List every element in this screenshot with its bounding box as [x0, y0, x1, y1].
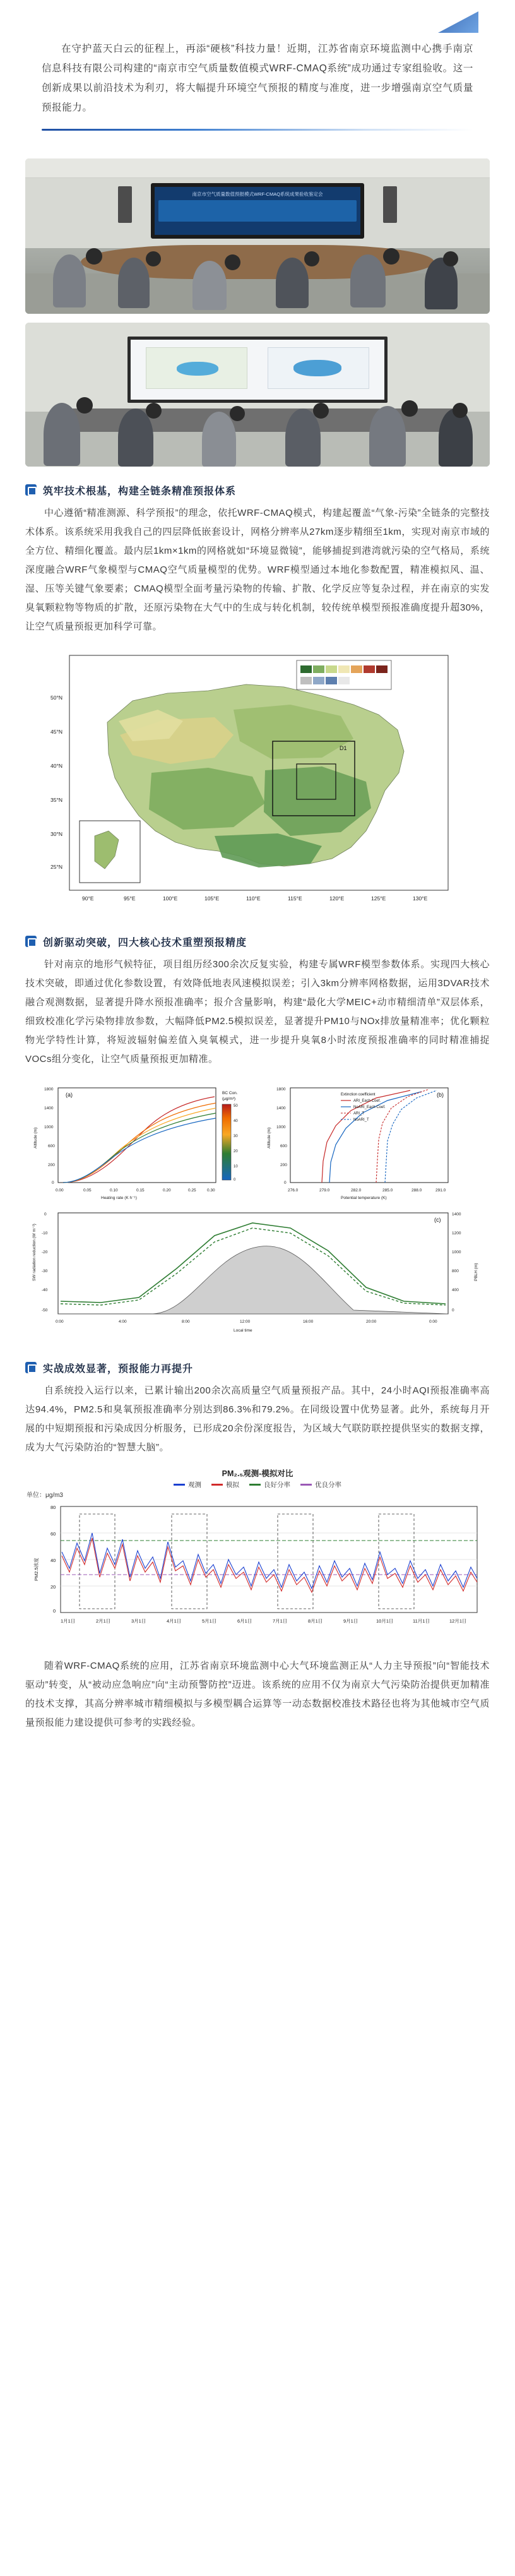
svg-text:0:00: 0:00 [429, 1319, 437, 1324]
photo2-map-right [268, 347, 369, 389]
svg-text:8月1日: 8月1日 [308, 1618, 323, 1624]
svg-text:90°E: 90°E [82, 895, 94, 902]
legend-item-simulated [211, 1480, 239, 1489]
svg-text:1400: 1400 [276, 1106, 286, 1111]
divider-rule [42, 129, 473, 131]
svg-text:PM2.5浓度: PM2.5浓度 [33, 1557, 39, 1581]
svg-text:1000: 1000 [276, 1124, 286, 1130]
photo1-attendee [350, 254, 386, 307]
svg-text:10月1日: 10月1日 [376, 1618, 394, 1624]
svg-text:95°E: 95°E [124, 895, 136, 902]
panel-b [267, 1087, 448, 1200]
svg-text:600: 600 [280, 1143, 287, 1148]
svg-text:291.0: 291.0 [435, 1188, 446, 1193]
svg-text:200: 200 [280, 1162, 287, 1167]
svg-text:1800: 1800 [276, 1087, 286, 1092]
svg-text:7月1日: 7月1日 [273, 1618, 288, 1624]
legend-item-excellent-rate [300, 1480, 341, 1489]
svg-text:25°N: 25°N [50, 863, 62, 870]
photo2-display-screen [127, 337, 388, 403]
svg-text:276.0: 276.0 [288, 1188, 299, 1193]
svg-text:Potential temperature (K): Potential temperature (K) [341, 1195, 387, 1200]
svg-text:Extinction coefficient: Extinction coefficient [341, 1092, 376, 1097]
svg-text:1400: 1400 [44, 1106, 54, 1111]
photo1-speaker-right [383, 186, 397, 223]
section-marker-icon [25, 484, 37, 496]
legend-item-observed [174, 1480, 201, 1489]
svg-text:400: 400 [452, 1287, 459, 1292]
svg-text:ARI_T: ARI_T [353, 1111, 365, 1116]
svg-text:0: 0 [284, 1180, 287, 1185]
svg-text:(c): (c) [434, 1216, 441, 1223]
china-map-canvas [25, 647, 490, 918]
section-marker-icon [25, 936, 37, 947]
svg-text:1200: 1200 [452, 1231, 461, 1236]
svg-text:800: 800 [452, 1268, 459, 1273]
photo1-attendee-head [86, 248, 102, 265]
section-header-2 [25, 934, 490, 949]
svg-text:-20: -20 [42, 1249, 48, 1255]
svg-text:40°N: 40°N [50, 762, 62, 769]
photo2-attendee-head [76, 397, 93, 414]
svg-text:20: 20 [234, 1149, 238, 1154]
photo2-attendee [369, 406, 406, 467]
section-title-2: 创新驱动突破，四大核心技术重塑预报精度 [43, 937, 247, 948]
svg-text:0.05: 0.05 [83, 1188, 92, 1193]
svg-text:279.0: 279.0 [319, 1188, 330, 1193]
legend-swatch-good-rate [249, 1484, 261, 1486]
svg-text:1000: 1000 [452, 1249, 461, 1255]
svg-text:40: 40 [234, 1119, 238, 1123]
svg-text:200: 200 [48, 1162, 55, 1167]
svg-text:0: 0 [52, 1180, 54, 1185]
timeseries-title: PM₂.₅观测-模拟对比 [222, 1469, 293, 1478]
meeting-photo-2 [25, 323, 490, 467]
svg-text:0: 0 [234, 1178, 236, 1182]
figure-china-domain-map [25, 647, 490, 918]
photo1-attendee [118, 258, 150, 308]
svg-text:0.10: 0.10 [110, 1188, 118, 1193]
svg-text:-30: -30 [42, 1268, 48, 1273]
photo1-attendee [276, 258, 309, 308]
closing-paragraph: 随着WRF-CMAQ系统的应用，江苏省南京环境监测中心大气环境监测正从“人力主导预报”向“智能技术驱动”转变，从“被动应急响应”向“主动预警防控”迈进。该系统的应用不仅为南京大气污染防治提供更加精准的技术支撑，其高分辨率城市精细模拟与多模型耦合运算等一动态数据校准技术路径也将为其他城市空气质量预报能力建设提供可参考的实践经验。 [25, 1660, 490, 1728]
photo2-attendee [118, 408, 153, 466]
svg-text:PBLH (m): PBLH (m) [474, 1262, 478, 1281]
svg-text:4:00: 4:00 [119, 1319, 127, 1324]
panel-a [33, 1087, 238, 1200]
timeseries-legend [25, 1480, 490, 1489]
photo2-map-left [146, 347, 247, 389]
svg-text:0.25: 0.25 [188, 1188, 196, 1193]
photo-gallery [25, 158, 490, 467]
legend-label-good-rate: 良好分率 [264, 1481, 290, 1489]
photo1-projection-screen: 南京市空气质量数值预报模式WRF-CMAQ系统成果验收鉴定会 [151, 183, 365, 239]
svg-text:Heating rate (K h⁻¹): Heating rate (K h⁻¹) [101, 1195, 137, 1200]
svg-text:0.30: 0.30 [207, 1188, 215, 1193]
svg-text:45°N: 45°N [50, 728, 62, 735]
section-body-1: 中心遵循“精准测源、科学预报”的理念，依托WRF-CMAQ模式，构建起覆盖“气象-污染”全链条的完整技术体系。该系统采用我我自己的四层降低嵌套设计，网格分辨率从27km逐步精细至1km，实现对南京市域的全方位、精细化覆盖。最内层1km×1km的网格就如“环境显微镜”，能够捕捉到港湾就污染的空气格局，系统深度融合WRF气象模型与CMAQ空气质量模型的优势。WRF模型通过本地化参数配置，精准模拟风、温、湿、压等关键气象要素；CMAQ模型全面考量污染物的传输、扩散、化学反应等复杂过程，并在南京的实发臭氧颗粒物等物质的扩散，还原污染物在大气中的生成与转化机制，较传统单模型预报准确度提升超30%，让空气质量预报更加科学可靠。 [25, 507, 490, 632]
section-body-2: 针对南京的地形气候特征，项目组历经300余次反复实验，构建专属WRF模型参数体系。实现四大核心技术突破，即通过优化参数设置，有效降低地表风速模拟误差；引入3km分辨率网格数据，运用3DVAR技术融合观测数据，显著提升降水预报准确率；报介含量影响，构建“最化大学MEIC+动市精细清单”双层体系，细致校准化学污染物排放参数，大幅降低PM2.5模拟误差，显著提升PM10与NOx排放量精准率；优化颗粒物光学特性计算，将短波辐射偏差值入臭氧模式，进一步提升臭氧8小时浓度预报准确率的同时精准捕捉VOCs组分变化，让空气质量预报更加精准。 [25, 958, 490, 1064]
legend-label-observed: 观测 [188, 1481, 201, 1489]
svg-text:Altitude (m): Altitude (m) [267, 1127, 271, 1148]
svg-text:-10: -10 [42, 1231, 48, 1236]
svg-text:6月1日: 6月1日 [237, 1618, 252, 1624]
panels-svg [25, 1079, 490, 1344]
svg-text:Local time: Local time [234, 1328, 252, 1333]
svg-text:0: 0 [452, 1308, 454, 1313]
panel-a-colorbar [222, 1091, 238, 1182]
svg-text:1400: 1400 [452, 1212, 461, 1217]
figure-pm25-timeseries [25, 1467, 490, 1644]
photo2-attendee-head [230, 406, 245, 421]
svg-text:125°E: 125°E [371, 895, 386, 902]
legend-swatch-simulated [211, 1484, 223, 1486]
map-legend [297, 660, 391, 689]
svg-text:20: 20 [50, 1583, 56, 1590]
decorative-corner [438, 11, 478, 33]
svg-text:130°E: 130°E [413, 895, 428, 902]
photo1-ceiling [25, 158, 490, 179]
svg-text:80: 80 [50, 1504, 56, 1510]
photo2-plume-blob [293, 360, 341, 376]
section-body-3: 自系统投入运行以来，已累计输出200余次高质量空气质量预报产品。其中，24小时AQI预报准确率高达94.4%，PM2.5和臭氧预报准确率分别达到86.3%和79.2%。在同级设置中优势显著。此外，系统每月开展的中短期预报和污染成因分析服务，已形成20余份深度报告，为区域大气联防联控提供坚实的数据支撑，成为大气污染防治的“智慧大脑”。 [25, 1385, 490, 1453]
svg-text:285.0: 285.0 [382, 1188, 393, 1193]
legend-label-excellent-rate: 优良分率 [315, 1481, 341, 1489]
svg-text:Altitude (m): Altitude (m) [33, 1127, 38, 1148]
svg-text:30: 30 [234, 1134, 238, 1138]
svg-text:12:00: 12:00 [240, 1319, 251, 1324]
section-marker-icon [25, 1362, 37, 1373]
svg-text:1000: 1000 [44, 1124, 54, 1130]
svg-text:5月1日: 5月1日 [202, 1618, 217, 1624]
photo1-attendee-head [304, 251, 319, 266]
section-header-1 [25, 483, 490, 498]
photo2-attendee [439, 408, 473, 466]
article-page [0, 15, 515, 1758]
svg-text:60: 60 [50, 1530, 56, 1537]
svg-text:100°E: 100°E [163, 895, 178, 902]
svg-text:ARI_Each Coef.: ARI_Each Coef. [353, 1099, 381, 1103]
svg-text:0: 0 [44, 1212, 47, 1217]
svg-text:NoARI_Each Coef.: NoARI_Each Coef. [353, 1105, 386, 1109]
svg-text:NoARI_T: NoARI_T [353, 1118, 369, 1122]
photo2-attendee [202, 412, 236, 467]
svg-text:0.15: 0.15 [136, 1188, 145, 1193]
svg-text:115°E: 115°E [288, 895, 302, 902]
svg-text:9月1日: 9月1日 [343, 1618, 358, 1624]
svg-text:0: 0 [53, 1607, 56, 1614]
svg-text:12月1日: 12月1日 [449, 1618, 467, 1624]
svg-text:288.0: 288.0 [411, 1188, 422, 1193]
china-map-svg [25, 647, 490, 918]
svg-text:0.20: 0.20 [163, 1188, 171, 1193]
svg-text:120°E: 120°E [329, 895, 345, 902]
svg-text:BC Con.: BC Con. [222, 1090, 238, 1095]
svg-text:SW radiation reduction (W m⁻²): SW radiation reduction (W m⁻²) [32, 1223, 37, 1281]
svg-text:20:00: 20:00 [366, 1319, 377, 1324]
svg-text:11月1日: 11月1日 [413, 1618, 430, 1624]
svg-text:282.0: 282.0 [351, 1188, 362, 1193]
svg-text:-50: -50 [42, 1308, 48, 1313]
svg-text:35°N: 35°N [50, 796, 62, 803]
svg-text:-40: -40 [42, 1287, 48, 1292]
section-header-3 [25, 1361, 490, 1375]
svg-text:40: 40 [50, 1557, 56, 1563]
legend-label-simulated: 模拟 [226, 1481, 239, 1489]
timeseries-svg [25, 1499, 490, 1644]
svg-text:600: 600 [48, 1143, 55, 1148]
photo1-floor [25, 273, 490, 314]
svg-text:1月1日: 1月1日 [61, 1618, 76, 1624]
svg-text:105°E: 105°E [204, 895, 220, 902]
figure-model-panels [25, 1079, 490, 1344]
timeseries-unit-label: 单位：μg/m3 [27, 1491, 63, 1499]
photo1-attendee [192, 261, 227, 310]
legend-swatch-excellent-rate [300, 1484, 312, 1486]
svg-text:16:00: 16:00 [303, 1319, 314, 1324]
svg-text:10: 10 [234, 1164, 238, 1169]
section-title-1: 筑牢技术根基，构建全链条精准预报体系 [43, 486, 237, 497]
svg-text:50: 50 [234, 1104, 238, 1108]
photo1-attendee-head [443, 251, 458, 266]
photo2-plume-blob [177, 362, 219, 376]
svg-text:(b): (b) [437, 1091, 444, 1098]
svg-text:2月1日: 2月1日 [96, 1618, 111, 1624]
svg-text:1800: 1800 [44, 1087, 54, 1092]
svg-text:110°E: 110°E [246, 895, 261, 902]
svg-text:(μg/m³): (μg/m³) [222, 1096, 236, 1101]
panel-c [32, 1212, 478, 1333]
photo2-attendee [285, 408, 321, 466]
svg-text:3月1日: 3月1日 [131, 1618, 146, 1624]
photo2-attendee-head [401, 400, 418, 417]
svg-text:0:00: 0:00 [56, 1319, 64, 1324]
svg-text:30°N: 30°N [50, 830, 62, 837]
svg-text:(a): (a) [66, 1091, 73, 1098]
legend-swatch-observed [174, 1484, 185, 1486]
svg-text:4月1日: 4月1日 [167, 1618, 182, 1624]
domain-label-d1: D1 [340, 744, 347, 751]
photo1-attendee-head [383, 248, 400, 265]
photo1-attendee [53, 254, 86, 307]
intro-block [25, 15, 490, 147]
intro-paragraph: 在守护蓝天白云的征程上，再添“硬核”科技力量！近期，江苏省南京环境监测中心携手南京信息科技有限公司构建的“南京市空气质量数值模式WRF-CMAQ系统”成功通过专家组验收。这一创新成果以前沿技术为利刃，将大幅提升环境空气预报的精度与准度，进一步增强南京空气质量预报能力。 [42, 43, 473, 113]
section-title-3: 实战成效显著，预报能力再提升 [43, 1363, 194, 1374]
svg-text:8:00: 8:00 [182, 1319, 190, 1324]
meeting-photo-1 [25, 158, 490, 314]
photo2-attendee [44, 403, 80, 466]
svg-text:50°N: 50°N [50, 694, 62, 701]
legend-item-good-rate [249, 1480, 290, 1489]
photo1-speaker-left [118, 186, 132, 223]
svg-text:0.00: 0.00 [56, 1188, 64, 1193]
